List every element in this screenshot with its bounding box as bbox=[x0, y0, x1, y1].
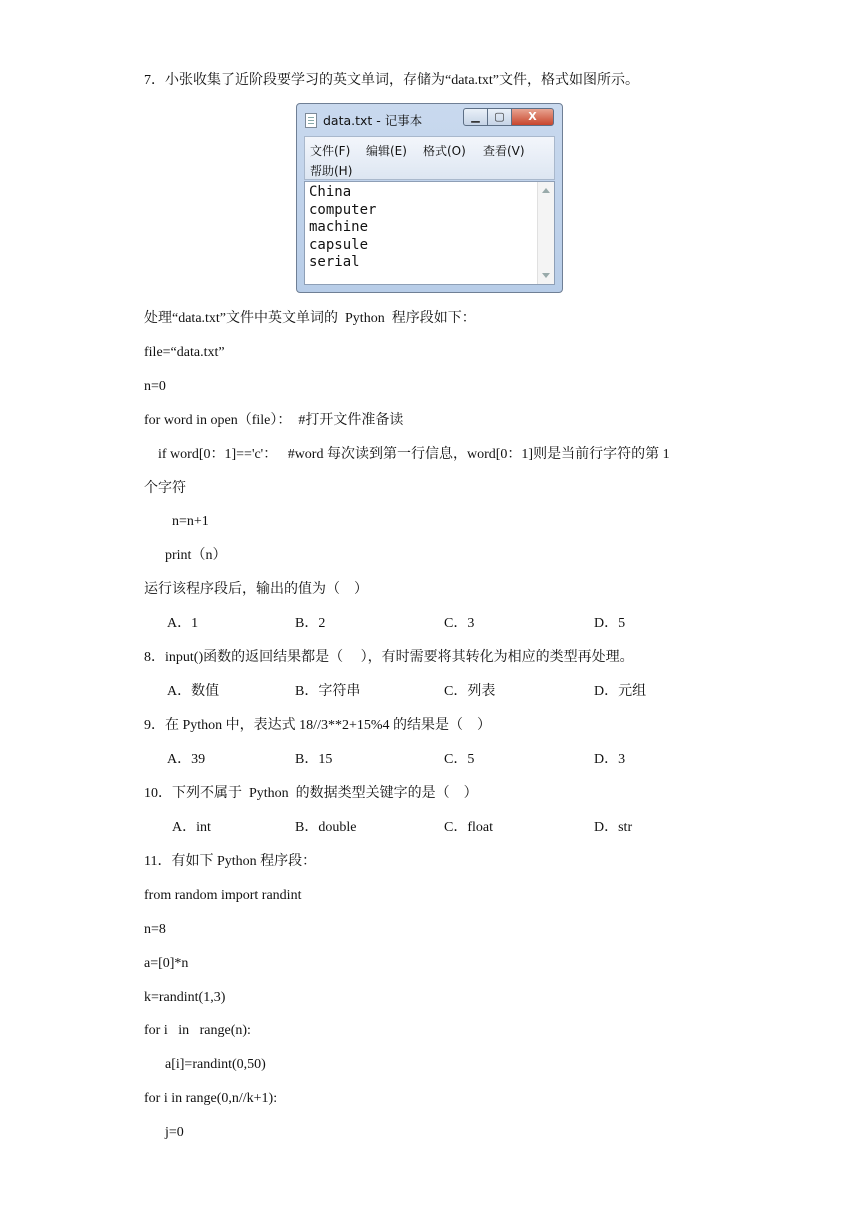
notepad-line: capsule bbox=[309, 236, 369, 253]
notepad-file-icon bbox=[305, 113, 317, 128]
notepad-title-bar bbox=[305, 108, 558, 132]
code-line: if word[0：1]=='c'： #word 每次读到第一行信息，word[0：1]则是当前行字符的第 1 bbox=[144, 447, 670, 462]
notepad-line: serial bbox=[309, 254, 360, 270]
code-line: from random import randint bbox=[144, 888, 302, 903]
option-b: B．字符串 bbox=[295, 684, 361, 699]
notepad-window bbox=[296, 103, 563, 293]
option-c: C．列表 bbox=[444, 684, 496, 699]
menu-help[interactable]: 帮助(H) bbox=[310, 164, 353, 178]
notepad-content bbox=[309, 184, 376, 272]
maximize-button[interactable]: ▢ bbox=[487, 108, 512, 126]
code-line: a[i]=randint(0,50) bbox=[144, 1057, 266, 1072]
code-line: a=[0]*n bbox=[144, 956, 189, 971]
question-8-stem: 8．input()函数的返回结果都是（ ），有时需要将其转化为相应的类型再处理。 bbox=[144, 650, 634, 665]
code-line: j=0 bbox=[144, 1125, 184, 1140]
window-controls bbox=[464, 108, 554, 126]
option-a: A．1 bbox=[167, 616, 199, 631]
option-b: B．double bbox=[295, 820, 357, 835]
notepad-line: computer bbox=[309, 201, 377, 218]
option-a: A．int bbox=[172, 820, 211, 835]
code-line: n=8 bbox=[144, 922, 166, 937]
scroll-down-icon[interactable] bbox=[542, 273, 550, 278]
option-c: C．float bbox=[444, 820, 493, 835]
option-a: A．39 bbox=[167, 752, 206, 767]
menu-edit[interactable]: 编辑(E) bbox=[366, 144, 407, 158]
option-d: D．5 bbox=[594, 616, 626, 631]
vertical-scrollbar[interactable] bbox=[537, 182, 554, 284]
notepad-title: data.txt - 记事本 bbox=[323, 113, 423, 128]
code-line: print（n） bbox=[144, 548, 227, 563]
question-9-stem: 9．在 Python 中，表达式 18//3**2+15%4 的结果是（ ） bbox=[144, 718, 492, 733]
notepad-line: China bbox=[309, 184, 352, 200]
question-10-stem: 10．下列不属于 Python 的数据类型关键字的是（ ） bbox=[144, 786, 478, 801]
question-11-stem: 11．有如下 Python 程序段： bbox=[144, 854, 317, 869]
option-b: B．2 bbox=[295, 616, 326, 631]
code-line: k=randint(1,3) bbox=[144, 990, 226, 1005]
option-c: C．3 bbox=[444, 616, 475, 631]
option-d: D．3 bbox=[594, 752, 626, 767]
option-d: D．元组 bbox=[594, 684, 647, 699]
question-7-intro: 处理“data.txt”文件中英文单词的 Python 程序段如下： bbox=[144, 311, 476, 326]
scroll-up-icon[interactable] bbox=[542, 188, 550, 193]
close-button[interactable]: X bbox=[511, 108, 554, 126]
code-line: file=“data.txt” bbox=[144, 345, 225, 360]
minimize-button[interactable]: ▁ bbox=[463, 108, 488, 126]
code-line: n=0 bbox=[144, 379, 166, 394]
option-b: B．15 bbox=[295, 752, 333, 767]
question-7-stem: 7．小张收集了近阶段要学习的英文单词，存储为“data.txt”文件，格式如图所示。 bbox=[144, 73, 640, 88]
code-line: 个字符 bbox=[144, 481, 186, 496]
code-line: for i in range(0,n//k+1): bbox=[144, 1091, 278, 1106]
menu-format[interactable]: 格式(O) bbox=[423, 144, 466, 158]
notepad-menu-bar bbox=[304, 136, 555, 180]
question-7-question: 运行该程序段后，输出的值为（ ） bbox=[144, 582, 368, 597]
notepad-line: machine bbox=[309, 219, 369, 235]
code-line: for i in range(n): bbox=[144, 1023, 251, 1038]
code-line: n=n+1 bbox=[144, 514, 209, 529]
notepad-text-area[interactable] bbox=[304, 181, 555, 285]
option-c: C．5 bbox=[444, 752, 475, 767]
menu-view[interactable]: 查看(V) bbox=[483, 144, 525, 158]
menu-file[interactable]: 文件(F) bbox=[310, 144, 351, 158]
code-line: for word in open（file）： #打开文件准备读 bbox=[144, 413, 404, 428]
option-a: A．数值 bbox=[167, 684, 220, 699]
option-d: D．str bbox=[594, 820, 633, 835]
